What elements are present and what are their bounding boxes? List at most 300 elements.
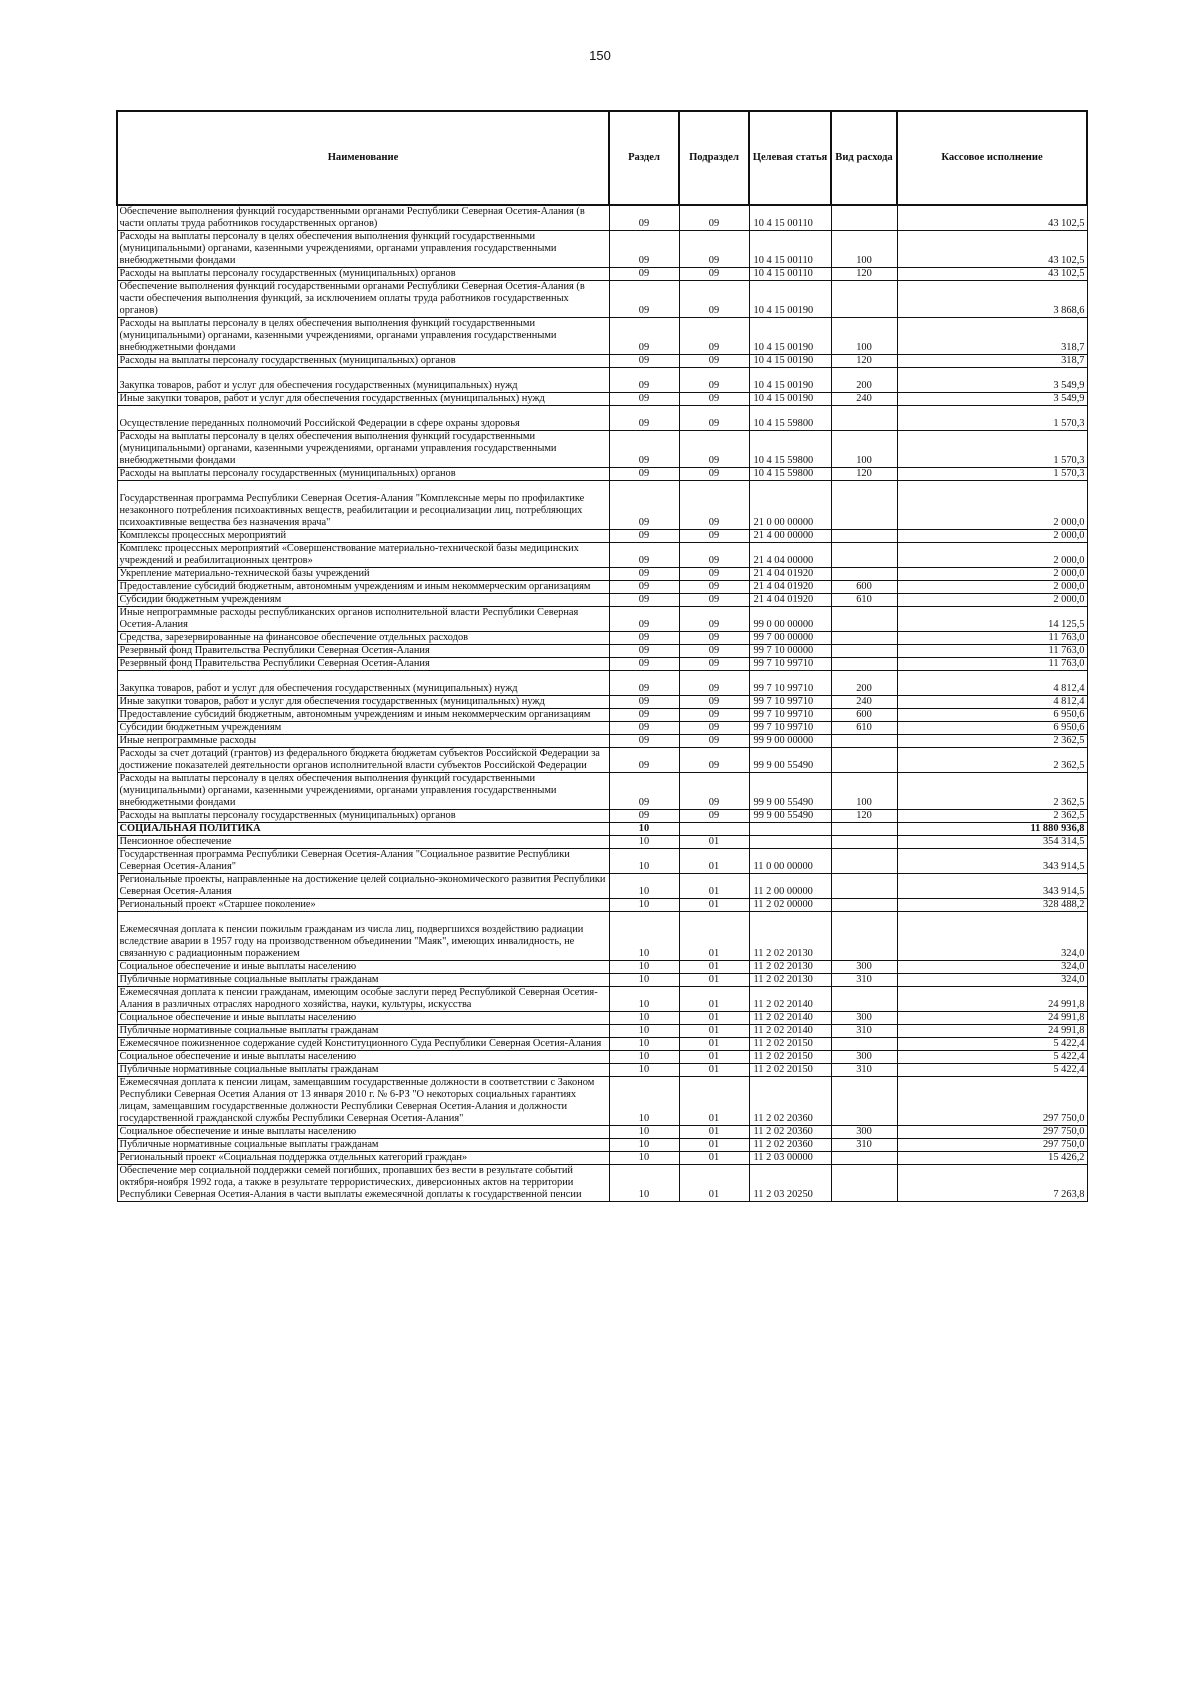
cell-amount: 11 763,0 bbox=[897, 658, 1087, 671]
cell-name: Социальное обеспечение и иные выплаты населению bbox=[117, 1012, 609, 1025]
cell-type: 120 bbox=[831, 355, 897, 368]
cell-subsection: 09 bbox=[679, 810, 749, 823]
cell-section: 10 bbox=[609, 1051, 679, 1064]
cell-name: Осуществление переданных полномочий Российской Федерации в сфере охраны здоровья bbox=[117, 406, 609, 431]
table-row bbox=[117, 836, 1087, 849]
cell-target: 10 4 15 59800 bbox=[749, 468, 831, 481]
cell-subsection: 01 bbox=[679, 1126, 749, 1139]
cell-name: Расходы на выплаты персоналу государственных (муниципальных) органов bbox=[117, 268, 609, 281]
cell-target: 11 2 03 20250 bbox=[749, 1165, 831, 1202]
cell-target: 99 0 00 00000 bbox=[749, 607, 831, 632]
cell-section: 10 bbox=[609, 1165, 679, 1202]
cell-name: Расходы на выплаты персоналу государственных (муниципальных) органов bbox=[117, 355, 609, 368]
cell-section: 09 bbox=[609, 568, 679, 581]
cell-target: 10 4 15 59800 bbox=[749, 431, 831, 468]
cell-type: 310 bbox=[831, 1025, 897, 1038]
cell-amount: 3 549,9 bbox=[897, 368, 1087, 393]
table-row bbox=[117, 268, 1087, 281]
cell-name: Публичные нормативные социальные выплаты гражданам bbox=[117, 1064, 609, 1077]
cell-type: 300 bbox=[831, 961, 897, 974]
cell-type: 200 bbox=[831, 671, 897, 696]
cell-target: 99 7 10 99710 bbox=[749, 658, 831, 671]
table-header-row bbox=[117, 111, 1087, 205]
cell-type bbox=[831, 836, 897, 849]
table-row bbox=[117, 406, 1087, 431]
cell-name: Иные закупки товаров, работ и услуг для обеспечения государственных (муниципальных) нужд bbox=[117, 696, 609, 709]
table-body bbox=[117, 205, 1087, 1202]
cell-target: 11 2 02 20130 bbox=[749, 974, 831, 987]
cell-type bbox=[831, 1165, 897, 1202]
table-row bbox=[117, 1038, 1087, 1051]
cell-type bbox=[831, 632, 897, 645]
cell-subsection: 01 bbox=[679, 1152, 749, 1165]
table-row bbox=[117, 987, 1087, 1012]
cell-name: Обеспечение мер социальной поддержки семей погибших, пропавших без вести в результате событий октября-ноября 1992 года, а также в результате террористических, диверсионных актов на территории Республики Северная Осетия-Алания в части выплаты ежемесячной доплаты к государственной пенсии bbox=[117, 1165, 609, 1202]
cell-type: 120 bbox=[831, 468, 897, 481]
cell-name: Закупка товаров, работ и услуг для обеспечения государственных (муниципальных) нужд bbox=[117, 671, 609, 696]
cell-subsection: 01 bbox=[679, 1038, 749, 1051]
cell-amount: 2 000,0 bbox=[897, 543, 1087, 568]
cell-target: 10 4 15 00190 bbox=[749, 318, 831, 355]
cell-section: 09 bbox=[609, 658, 679, 671]
cell-subsection: 01 bbox=[679, 849, 749, 874]
cell-amount: 2 000,0 bbox=[897, 594, 1087, 607]
cell-type bbox=[831, 748, 897, 773]
cell-type: 310 bbox=[831, 1064, 897, 1077]
cell-amount: 2 362,5 bbox=[897, 810, 1087, 823]
cell-name: Региональные проекты, направленные на достижение целей социально-экономического развития Республики Северная Осетия-Алания bbox=[117, 874, 609, 899]
cell-subsection: 01 bbox=[679, 1077, 749, 1126]
cell-name: Публичные нормативные социальные выплаты гражданам bbox=[117, 1139, 609, 1152]
cell-name: Публичные нормативные социальные выплаты гражданам bbox=[117, 974, 609, 987]
cell-subsection: 01 bbox=[679, 836, 749, 849]
cell-target: 10 4 15 00110 bbox=[749, 205, 831, 231]
cell-name: Ежемесячное пожизненное содержание судей Конституционного Суда Республики Северная Осетия-Алания bbox=[117, 1038, 609, 1051]
cell-section: 10 bbox=[609, 823, 679, 836]
cell-subsection: 09 bbox=[679, 281, 749, 318]
cell-name: Ежемесячная доплата к пенсии гражданам, имеющим особые заслуги перед Республикой Северная Осетия-Алания в различных отраслях народного хозяйства, науки, культуры, искусства bbox=[117, 987, 609, 1012]
cell-target: 10 4 15 00190 bbox=[749, 281, 831, 318]
table-row bbox=[117, 632, 1087, 645]
cell-amount: 5 422,4 bbox=[897, 1038, 1087, 1051]
cell-name: Комплексы процессных мероприятий bbox=[117, 530, 609, 543]
cell-target: 21 4 04 01920 bbox=[749, 581, 831, 594]
cell-name: Закупка товаров, работ и услуг для обеспечения государственных (муниципальных) нужд bbox=[117, 368, 609, 393]
cell-target: 10 4 15 00190 bbox=[749, 393, 831, 406]
cell-name: Ежемесячная доплата к пенсии лицам, замещавшим государственные должности в соответствии с Законом Республики Северная Осетия Алания от 13 января 2010 г. № 6-РЗ "О некоторых социальных гарантиях лицам, замещавшим государственные должности Республики Северная Осетия-Алания и должности государственной гражданской службы Республики Северная Осетия-Алания" bbox=[117, 1077, 609, 1126]
cell-section: 09 bbox=[609, 607, 679, 632]
cell-section: 10 bbox=[609, 1012, 679, 1025]
cell-section: 10 bbox=[609, 899, 679, 912]
cell-amount: 2 000,0 bbox=[897, 530, 1087, 543]
cell-amount: 2 362,5 bbox=[897, 748, 1087, 773]
cell-subsection: 09 bbox=[679, 231, 749, 268]
cell-section: 10 bbox=[609, 1064, 679, 1077]
cell-amount: 318,7 bbox=[897, 318, 1087, 355]
cell-amount: 324,0 bbox=[897, 974, 1087, 987]
header-type: Вид расхода bbox=[831, 111, 897, 205]
cell-type bbox=[831, 568, 897, 581]
cell-amount: 2 362,5 bbox=[897, 735, 1087, 748]
cell-type: 310 bbox=[831, 1139, 897, 1152]
cell-name: Расходы на выплаты персоналу в целях обеспечения выполнения функций государственными (муниципальными) органами, казенными учреждениями, органами управления государственными внебюджетными фондами bbox=[117, 231, 609, 268]
cell-subsection: 01 bbox=[679, 1051, 749, 1064]
cell-type bbox=[831, 205, 897, 231]
cell-type: 600 bbox=[831, 581, 897, 594]
table-row bbox=[117, 594, 1087, 607]
cell-subsection: 01 bbox=[679, 974, 749, 987]
header-subsection: Подраздел bbox=[679, 111, 749, 205]
cell-section: 10 bbox=[609, 1126, 679, 1139]
cell-amount: 1 570,3 bbox=[897, 431, 1087, 468]
cell-section: 09 bbox=[609, 530, 679, 543]
cell-type bbox=[831, 1152, 897, 1165]
cell-amount: 297 750,0 bbox=[897, 1077, 1087, 1126]
cell-section: 09 bbox=[609, 393, 679, 406]
cell-target: 11 2 00 00000 bbox=[749, 874, 831, 899]
cell-target: 11 2 02 20150 bbox=[749, 1038, 831, 1051]
table-row bbox=[117, 231, 1087, 268]
header-target: Целевая статья bbox=[749, 111, 831, 205]
cell-target: 10 4 15 59800 bbox=[749, 406, 831, 431]
cell-name: Публичные нормативные социальные выплаты гражданам bbox=[117, 1025, 609, 1038]
table-row bbox=[117, 1025, 1087, 1038]
cell-section: 10 bbox=[609, 961, 679, 974]
cell-subsection: 01 bbox=[679, 912, 749, 961]
table-row bbox=[117, 874, 1087, 899]
cell-type bbox=[831, 1077, 897, 1126]
table-row bbox=[117, 961, 1087, 974]
cell-target: 99 7 10 99710 bbox=[749, 696, 831, 709]
page-number: 150 bbox=[589, 48, 611, 63]
cell-subsection bbox=[679, 823, 749, 836]
cell-subsection: 01 bbox=[679, 987, 749, 1012]
cell-subsection: 09 bbox=[679, 632, 749, 645]
cell-subsection: 01 bbox=[679, 961, 749, 974]
cell-subsection: 09 bbox=[679, 722, 749, 735]
cell-target: 21 4 04 01920 bbox=[749, 568, 831, 581]
cell-section: 09 bbox=[609, 468, 679, 481]
cell-target: 11 2 02 20150 bbox=[749, 1064, 831, 1077]
cell-section: 10 bbox=[609, 912, 679, 961]
cell-amount: 6 950,6 bbox=[897, 709, 1087, 722]
cell-subsection: 09 bbox=[679, 607, 749, 632]
cell-section: 09 bbox=[609, 231, 679, 268]
table-row bbox=[117, 1064, 1087, 1077]
cell-subsection: 01 bbox=[679, 1139, 749, 1152]
cell-section: 10 bbox=[609, 849, 679, 874]
cell-subsection: 09 bbox=[679, 543, 749, 568]
cell-section: 09 bbox=[609, 722, 679, 735]
cell-target: 11 2 02 20130 bbox=[749, 961, 831, 974]
cell-target: 11 2 02 20130 bbox=[749, 912, 831, 961]
cell-name: Резервный фонд Правительства Республики Северная Осетия-Алания bbox=[117, 658, 609, 671]
cell-name: Региональный проект «Социальная поддержка отдельных категорий граждан» bbox=[117, 1152, 609, 1165]
cell-subsection: 09 bbox=[679, 268, 749, 281]
cell-target: 11 2 02 20360 bbox=[749, 1126, 831, 1139]
cell-type bbox=[831, 543, 897, 568]
cell-amount: 1 570,3 bbox=[897, 406, 1087, 431]
cell-type bbox=[831, 406, 897, 431]
table-row bbox=[117, 393, 1087, 406]
table-row bbox=[117, 823, 1087, 836]
table-row bbox=[117, 1012, 1087, 1025]
cell-type bbox=[831, 1038, 897, 1051]
cell-section: 09 bbox=[609, 735, 679, 748]
cell-target: 11 2 02 00000 bbox=[749, 899, 831, 912]
table-row bbox=[117, 658, 1087, 671]
cell-name: Иные закупки товаров, работ и услуг для обеспечения государственных (муниципальных) нужд bbox=[117, 393, 609, 406]
cell-section: 09 bbox=[609, 581, 679, 594]
cell-name: Субсидии бюджетным учреждениям bbox=[117, 594, 609, 607]
cell-amount: 43 102,5 bbox=[897, 268, 1087, 281]
cell-target: 21 0 00 00000 bbox=[749, 481, 831, 530]
cell-section: 10 bbox=[609, 874, 679, 899]
cell-name: Комплекс процессных мероприятий «Совершенствование материально-технической базы медицинских учреждений и реабилитационных центров» bbox=[117, 543, 609, 568]
cell-type: 100 bbox=[831, 431, 897, 468]
cell-target: 99 9 00 55490 bbox=[749, 810, 831, 823]
cell-name: Государственная программа Республики Северная Осетия-Алания "Социальное развитие Республики Северная Осетия-Алания" bbox=[117, 849, 609, 874]
cell-amount: 2 000,0 bbox=[897, 568, 1087, 581]
cell-name: Средства, зарезервированные на финансовое обеспечение отдельных расходов bbox=[117, 632, 609, 645]
cell-section: 09 bbox=[609, 355, 679, 368]
cell-section: 09 bbox=[609, 281, 679, 318]
cell-type bbox=[831, 607, 897, 632]
cell-target: 21 4 00 00000 bbox=[749, 530, 831, 543]
cell-type bbox=[831, 481, 897, 530]
table-row bbox=[117, 318, 1087, 355]
table-row bbox=[117, 607, 1087, 632]
cell-section: 10 bbox=[609, 1077, 679, 1126]
cell-type: 200 bbox=[831, 368, 897, 393]
cell-subsection: 09 bbox=[679, 735, 749, 748]
cell-section: 09 bbox=[609, 205, 679, 231]
cell-type: 240 bbox=[831, 393, 897, 406]
cell-name: Предоставление субсидий бюджетным, автономным учреждениям и иным некоммерческим организациям bbox=[117, 581, 609, 594]
cell-type bbox=[831, 849, 897, 874]
table-row bbox=[117, 722, 1087, 735]
cell-section: 09 bbox=[609, 696, 679, 709]
cell-type: 240 bbox=[831, 696, 897, 709]
cell-subsection: 09 bbox=[679, 431, 749, 468]
cell-amount: 24 991,8 bbox=[897, 1025, 1087, 1038]
cell-type bbox=[831, 735, 897, 748]
cell-amount: 15 426,2 bbox=[897, 1152, 1087, 1165]
cell-amount: 3 868,6 bbox=[897, 281, 1087, 318]
cell-amount: 318,7 bbox=[897, 355, 1087, 368]
cell-section: 09 bbox=[609, 645, 679, 658]
cell-target: 99 7 00 00000 bbox=[749, 632, 831, 645]
cell-name: Социальное обеспечение и иные выплаты населению bbox=[117, 961, 609, 974]
cell-amount: 297 750,0 bbox=[897, 1139, 1087, 1152]
cell-name: Обеспечение выполнения функций государственными органами Республики Северная Осетия-Алания (в части обеспечения выполнения функций, за исключением оплаты труда работников государственных органов) bbox=[117, 281, 609, 318]
cell-section: 09 bbox=[609, 773, 679, 810]
cell-type: 610 bbox=[831, 722, 897, 735]
cell-section: 10 bbox=[609, 987, 679, 1012]
table-row bbox=[117, 912, 1087, 961]
cell-subsection: 01 bbox=[679, 1165, 749, 1202]
cell-amount: 3 549,9 bbox=[897, 393, 1087, 406]
cell-target bbox=[749, 836, 831, 849]
cell-type bbox=[831, 823, 897, 836]
cell-type: 120 bbox=[831, 268, 897, 281]
cell-type: 610 bbox=[831, 594, 897, 607]
cell-amount: 4 812,4 bbox=[897, 671, 1087, 696]
cell-amount: 24 991,8 bbox=[897, 987, 1087, 1012]
cell-target: 11 2 03 00000 bbox=[749, 1152, 831, 1165]
table-row bbox=[117, 1152, 1087, 1165]
cell-subsection: 01 bbox=[679, 1064, 749, 1077]
cell-subsection: 09 bbox=[679, 355, 749, 368]
cell-section: 09 bbox=[609, 594, 679, 607]
cell-amount: 5 422,4 bbox=[897, 1064, 1087, 1077]
cell-type bbox=[831, 912, 897, 961]
cell-amount: 328 488,2 bbox=[897, 899, 1087, 912]
cell-name: Расходы за счет дотаций (грантов) из федерального бюджета бюджетам субъектов Российской Федерации за достижение показателей деятельности органов исполнительной власти субъектов Российской Федерации bbox=[117, 748, 609, 773]
table-row bbox=[117, 368, 1087, 393]
cell-subsection: 09 bbox=[679, 594, 749, 607]
cell-type: 120 bbox=[831, 810, 897, 823]
cell-target bbox=[749, 823, 831, 836]
cell-target: 11 0 00 00000 bbox=[749, 849, 831, 874]
table-row bbox=[117, 974, 1087, 987]
cell-amount: 7 263,8 bbox=[897, 1165, 1087, 1202]
cell-section: 10 bbox=[609, 974, 679, 987]
cell-subsection: 09 bbox=[679, 318, 749, 355]
cell-type bbox=[831, 530, 897, 543]
cell-target: 99 9 00 55490 bbox=[749, 773, 831, 810]
cell-amount: 343 914,5 bbox=[897, 874, 1087, 899]
cell-subsection: 09 bbox=[679, 581, 749, 594]
table-row bbox=[117, 773, 1087, 810]
cell-amount: 2 000,0 bbox=[897, 581, 1087, 594]
cell-subsection: 09 bbox=[679, 393, 749, 406]
cell-section: 10 bbox=[609, 1038, 679, 1051]
table-row bbox=[117, 899, 1087, 912]
cell-name: Региональный проект «Старшее поколение» bbox=[117, 899, 609, 912]
table-row bbox=[117, 1165, 1087, 1202]
table-row bbox=[117, 568, 1087, 581]
cell-target: 99 7 10 99710 bbox=[749, 671, 831, 696]
cell-amount: 6 950,6 bbox=[897, 722, 1087, 735]
expenditure-table bbox=[116, 110, 1088, 1202]
cell-type bbox=[831, 899, 897, 912]
cell-type bbox=[831, 987, 897, 1012]
cell-name: Социальное обеспечение и иные выплаты населению bbox=[117, 1051, 609, 1064]
cell-target: 99 7 10 99710 bbox=[749, 722, 831, 735]
cell-name: Расходы на выплаты персоналу в целях обеспечения выполнения функций государственными (муниципальными) органами, казенными учреждениями, органами управления государственными внебюджетными фондами bbox=[117, 318, 609, 355]
cell-name: Обеспечение выполнения функций государственными органами Республики Северная Осетия-Алания (в части оплаты труда работников государственных органов) bbox=[117, 205, 609, 231]
cell-subsection: 09 bbox=[679, 468, 749, 481]
cell-subsection: 09 bbox=[679, 773, 749, 810]
cell-section: 09 bbox=[609, 671, 679, 696]
cell-name: Иные непрограммные расходы республиканских органов исполнительной власти Республики Северная Осетия-Алания bbox=[117, 607, 609, 632]
cell-amount: 343 914,5 bbox=[897, 849, 1087, 874]
cell-target: 11 2 02 20140 bbox=[749, 987, 831, 1012]
table-row bbox=[117, 849, 1087, 874]
cell-type bbox=[831, 281, 897, 318]
cell-name: Расходы на выплаты персоналу в целях обеспечения выполнения функций государственными (муниципальными) органами, казенными учреждениями, органами управления государственными внебюджетными фондами bbox=[117, 773, 609, 810]
cell-target: 10 4 15 00110 bbox=[749, 268, 831, 281]
cell-subsection: 09 bbox=[679, 748, 749, 773]
cell-target: 99 9 00 00000 bbox=[749, 735, 831, 748]
header-section: Раздел bbox=[609, 111, 679, 205]
cell-section: 09 bbox=[609, 368, 679, 393]
cell-amount: 2 362,5 bbox=[897, 773, 1087, 810]
cell-section: 09 bbox=[609, 406, 679, 431]
cell-name: Расходы на выплаты персоналу государственных (муниципальных) органов bbox=[117, 810, 609, 823]
cell-subsection: 09 bbox=[679, 709, 749, 722]
cell-name: Государственная программа Республики Северная Осетия-Алания "Комплексные меры по профилактике незаконного потребления психоактивных веществ, реабилитации и ресоциализации лиц, потребляющих психоактивные вещества без назначения врача" bbox=[117, 481, 609, 530]
cell-type bbox=[831, 645, 897, 658]
cell-type: 300 bbox=[831, 1051, 897, 1064]
cell-type: 300 bbox=[831, 1012, 897, 1025]
table-row bbox=[117, 543, 1087, 568]
cell-name: Иные непрограммные расходы bbox=[117, 735, 609, 748]
cell-amount: 43 102,5 bbox=[897, 231, 1087, 268]
cell-amount: 11 763,0 bbox=[897, 632, 1087, 645]
cell-subsection: 09 bbox=[679, 205, 749, 231]
cell-target: 10 4 15 00110 bbox=[749, 231, 831, 268]
table-row bbox=[117, 581, 1087, 594]
cell-target: 10 4 15 00190 bbox=[749, 355, 831, 368]
cell-amount: 24 991,8 bbox=[897, 1012, 1087, 1025]
table-row bbox=[117, 431, 1087, 468]
cell-amount: 354 314,5 bbox=[897, 836, 1087, 849]
cell-amount: 11 880 936,8 bbox=[897, 823, 1087, 836]
table-row bbox=[117, 696, 1087, 709]
cell-target: 11 2 02 20140 bbox=[749, 1025, 831, 1038]
cell-subsection: 09 bbox=[679, 368, 749, 393]
cell-section: 09 bbox=[609, 709, 679, 722]
table-row bbox=[117, 281, 1087, 318]
cell-name: Пенсионное обеспечение bbox=[117, 836, 609, 849]
cell-amount: 2 000,0 bbox=[897, 481, 1087, 530]
cell-amount: 43 102,5 bbox=[897, 205, 1087, 231]
cell-name: Расходы на выплаты персоналу в целях обеспечения выполнения функций государственными (муниципальными) органами, казенными учреждениями, органами управления государственными внебюджетными фондами bbox=[117, 431, 609, 468]
cell-subsection: 09 bbox=[679, 530, 749, 543]
cell-subsection: 09 bbox=[679, 568, 749, 581]
table-row bbox=[117, 748, 1087, 773]
cell-subsection: 09 bbox=[679, 645, 749, 658]
cell-amount: 4 812,4 bbox=[897, 696, 1087, 709]
table-row bbox=[117, 481, 1087, 530]
cell-subsection: 09 bbox=[679, 481, 749, 530]
header-amount: Кассовое исполнение bbox=[897, 111, 1087, 205]
header-name: Наименование bbox=[117, 111, 609, 205]
table-row bbox=[117, 1139, 1087, 1152]
cell-target: 99 7 10 99710 bbox=[749, 709, 831, 722]
table-row bbox=[117, 1077, 1087, 1126]
cell-target: 11 2 02 20140 bbox=[749, 1012, 831, 1025]
cell-subsection: 01 bbox=[679, 899, 749, 912]
cell-target: 21 4 04 00000 bbox=[749, 543, 831, 568]
cell-section: 09 bbox=[609, 810, 679, 823]
cell-target: 11 2 02 20150 bbox=[749, 1051, 831, 1064]
cell-amount: 11 763,0 bbox=[897, 645, 1087, 658]
table-row bbox=[117, 355, 1087, 368]
table-row bbox=[117, 709, 1087, 722]
cell-section: 10 bbox=[609, 1025, 679, 1038]
cell-target: 99 7 10 00000 bbox=[749, 645, 831, 658]
table-row bbox=[117, 468, 1087, 481]
cell-subsection: 01 bbox=[679, 1012, 749, 1025]
cell-section: 09 bbox=[609, 632, 679, 645]
cell-name: Расходы на выплаты персоналу государственных (муниципальных) органов bbox=[117, 468, 609, 481]
cell-target: 10 4 15 00190 bbox=[749, 368, 831, 393]
cell-section: 09 bbox=[609, 431, 679, 468]
table-row bbox=[117, 645, 1087, 658]
